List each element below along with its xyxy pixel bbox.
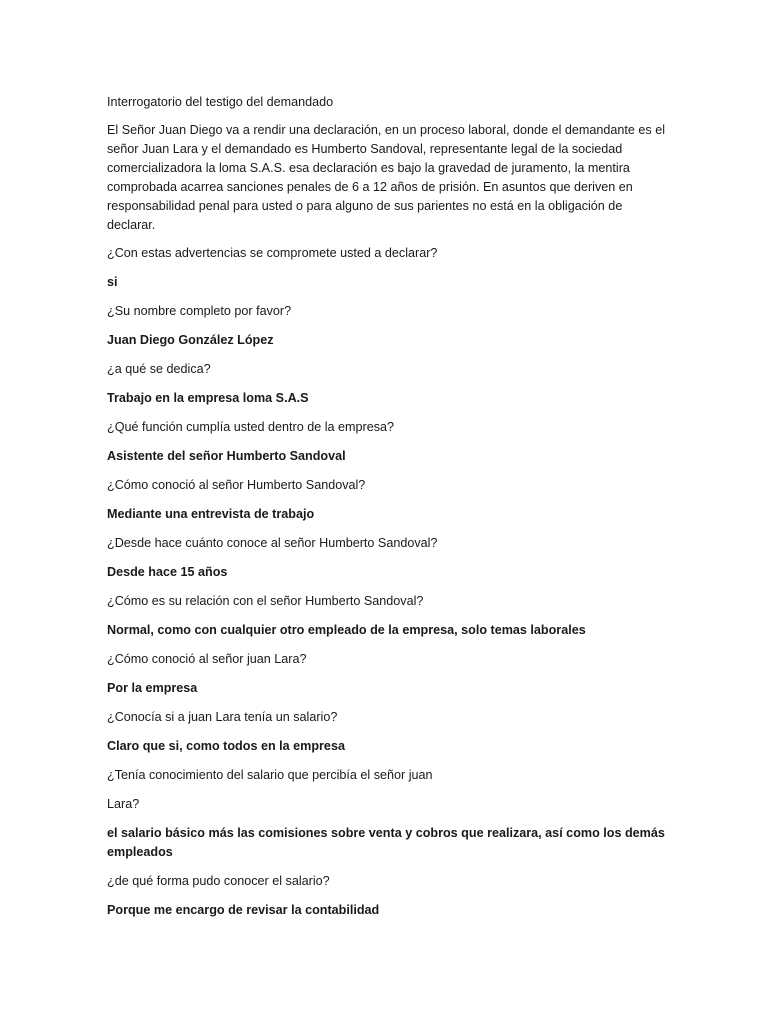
answer-9: Claro que si, como todos en la empresa: [107, 739, 345, 753]
question-6: ¿Desde hace cuánto conoce al señor Humberto Sandoval?: [107, 536, 438, 550]
document-title: Interrogatorio del testigo del demandado: [107, 95, 334, 109]
answer-5: Mediante una entrevista de trabajo: [107, 507, 315, 521]
answer-6: Desde hace 15 años: [107, 565, 228, 579]
answer-11: Porque me encargo de revisar la contabilidad: [107, 903, 380, 917]
question-10-continued: Lara?: [107, 797, 140, 811]
answer-10: el salario básico más las comisiones sobre venta y cobros que realizara, así como los demás empleados: [107, 826, 665, 859]
question-9: ¿Conocía si a juan Lara tenía un salario?: [107, 710, 338, 724]
answer-7: Normal, como con cualquier otro empleado de la empresa, solo temas laborales: [107, 623, 586, 637]
question-3: ¿a qué se dedica?: [107, 362, 211, 376]
answer-2: Juan Diego González López: [107, 333, 274, 347]
question-10: ¿Tenía conocimiento del salario que percibía el señor juan: [107, 768, 433, 782]
question-7: ¿Cómo es su relación con el señor Humberto Sandoval?: [107, 594, 424, 608]
question-8: ¿Cómo conoció al señor juan Lara?: [107, 652, 307, 666]
question-4: ¿Qué función cumplía usted dentro de la empresa?: [107, 420, 395, 434]
answer-8: Por la empresa: [107, 681, 198, 695]
intro-paragraph: El Señor Juan Diego va a rendir una declaración, en un proceso laboral, donde el demandante es el señor Juan Lara y el demandado es Humberto Sandoval, representante legal de la sociedad comercializadora la loma S.A.S. esa declaración es bajo la gravedad de juramento, la mentira comprobada acarrea sanciones penales de 6 a 12 años de prisión. En asuntos que deriven en responsabilidad penal para usted o para alguno de sus parientes no está en la obligación de declarar.: [107, 123, 665, 232]
question-5: ¿Cómo conoció al señor Humberto Sandoval?: [107, 478, 366, 492]
question-2: ¿Su nombre completo por favor?: [107, 304, 292, 318]
question-11: ¿de qué forma pudo conocer el salario?: [107, 874, 330, 888]
document-page: [107, 93, 667, 930]
answer-3: Trabajo en la empresa loma S.A.S: [107, 391, 309, 405]
question-1: ¿Con estas advertencias se compromete usted a declarar?: [107, 246, 438, 260]
answer-4: Asistente del señor Humberto Sandoval: [107, 449, 346, 463]
answer-1: si: [107, 275, 118, 289]
